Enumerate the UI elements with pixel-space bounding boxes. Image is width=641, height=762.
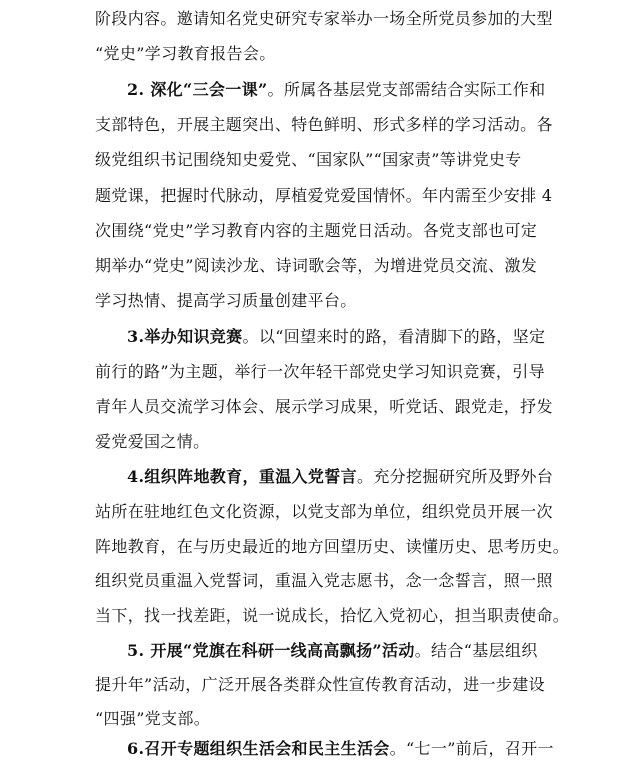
text-line (127, 464, 553, 490)
text-line (95, 147, 522, 173)
line-text: 阶段内容。邀请知名党史研究专家举办一场全所党员参加的大型 (95, 9, 553, 28)
paragraph-heading: 5. 开展“党旗在科研一线高高飘扬”活动 (127, 641, 415, 660)
text-line (95, 603, 569, 629)
text-line (95, 253, 537, 279)
line-text: 次围绕“党史”学习教育内容的主题党日活动。各党支部也可定 (95, 221, 538, 240)
line-text: 爱党爱国之情。 (95, 432, 210, 451)
line-text: “党史”学习教育报告会。 (95, 44, 276, 63)
text-line (95, 41, 276, 67)
text-line (95, 499, 553, 525)
line-text: “四强”党支部。 (95, 709, 211, 728)
line-text: 支部特色，开展主题突出、特色鲜明、形式多样的学习活动。各 (95, 115, 553, 134)
text-line (95, 288, 357, 314)
text-line (95, 183, 552, 209)
text-line (95, 672, 545, 698)
line-text: 前行的路”为主题，举行一次年轻干部党史学习知识竞赛，引导 (95, 362, 545, 381)
paragraph-heading: 3.举办知识竞赛 (127, 327, 243, 346)
text-line (95, 394, 553, 420)
text-line (127, 324, 545, 350)
line-text: 。所属各基层党支部需结合实际工作和 (267, 80, 546, 99)
line-text: 。以“回望来时的路，看清脚下的路，坚定 (242, 327, 546, 346)
line-text: 提升年”活动，广泛开展各类群众性宣传教育活动，进一步建设 (95, 675, 545, 694)
line-text: 学习热情、提高学习质量创建平台。 (95, 291, 357, 310)
line-text: 。充分挖掘研究所及野外台 (356, 467, 554, 486)
line-text: 阵地教育，在与历史最近的地方回望历史、读懂历史、思考历史。 (95, 537, 570, 556)
text-line (95, 706, 210, 732)
text-line (127, 736, 554, 762)
line-text: 组织党员重温入党誓词，重温入党志愿书，念一念誓言，照一照 (95, 571, 553, 590)
text-line (95, 218, 537, 244)
paragraph-heading: 2. 深化“三会一课” (127, 80, 268, 99)
text-line (95, 568, 553, 594)
paragraph-heading: 6.召开专题组织生活会和民主生活会 (127, 739, 390, 758)
line-text: 。“七一”前后，召开一 (389, 739, 554, 758)
text-line (95, 6, 553, 32)
paragraph-heading: 4.组织阵地教育，重温入党誓言 (127, 467, 357, 486)
line-text: 站所在驻地红色文化资源，以党支部为单位，组织党员开展一次 (95, 502, 553, 521)
line-text: 当下，找一找差距，说一说成长，拾忆入党初心，担当职责使命。 (95, 606, 570, 625)
line-text: 题党课，把握时代脉动，厚植爱党爱国情怀。年内需至少安排 4 (95, 186, 553, 205)
text-line (95, 429, 209, 455)
line-text: 。结合“基层组织 (414, 641, 538, 660)
text-line (127, 638, 538, 664)
text-line (95, 359, 545, 385)
text-line (95, 112, 553, 138)
line-text: 青年人员交流学习体会、展示学习成果，听党话、跟党走，抒发 (95, 397, 553, 416)
text-line (127, 77, 545, 103)
line-text: 级党组织书记围绕知史爱党、“国家队”“国家责”等讲党史专 (95, 150, 522, 169)
text-line (95, 534, 569, 560)
line-text: 期举办“党史”阅读沙龙、诗词歌会等，为增进党员交流、激发 (95, 256, 538, 275)
